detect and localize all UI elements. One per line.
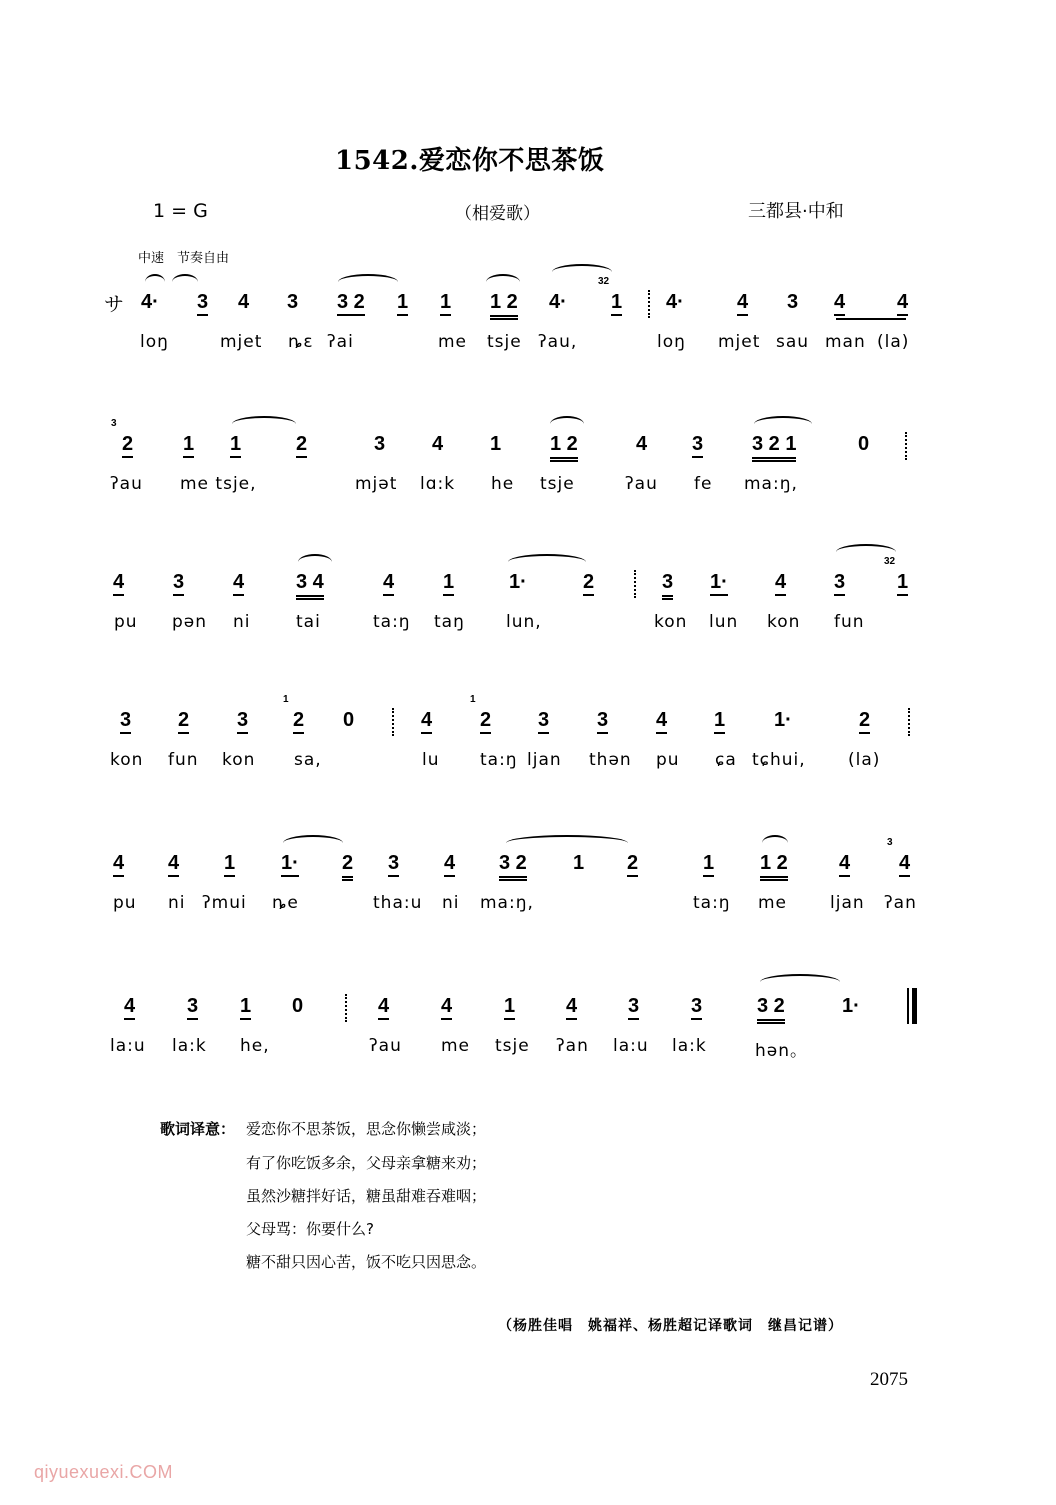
note: 1 2 (490, 290, 518, 320)
slur (283, 835, 343, 851)
note: 0 (292, 995, 304, 1017)
slur (172, 274, 198, 290)
lyric: mjet (220, 332, 263, 352)
slur (298, 554, 332, 570)
note: 3 (237, 708, 248, 734)
lyric: tsje (495, 1036, 530, 1056)
note: 3 (287, 291, 299, 313)
lyric: ʔau, (538, 332, 578, 352)
lyric: (la) (877, 332, 910, 352)
grace-note: 32 (598, 276, 610, 287)
lyric: ta:ŋ (373, 612, 411, 632)
note: 3 (374, 433, 386, 455)
lyric: lɑ:k (420, 474, 456, 494)
note: 4· (549, 291, 567, 313)
note: 3 (787, 291, 799, 313)
lyric: (la) (848, 750, 881, 770)
score-row-3 (0, 556, 1056, 690)
score-row-4 (0, 694, 1056, 828)
page-number: 2075 (870, 1369, 908, 1390)
score-row-5 (0, 837, 1056, 971)
lyric: ȵe (272, 893, 299, 913)
note: 4 (421, 708, 432, 734)
free-meter-mark: サ (104, 292, 124, 316)
song-origin: 三都县·中和 (748, 201, 844, 222)
lyric: pu (114, 612, 138, 632)
lyric: lu (422, 750, 440, 770)
lyric: la:k (672, 1036, 707, 1056)
lyric: pən (172, 612, 208, 632)
slur (550, 416, 584, 432)
note: 3 (692, 432, 703, 458)
note: 1 (504, 994, 515, 1020)
note: 0 (858, 433, 870, 455)
note: 1· (842, 995, 860, 1017)
note: 1 (240, 994, 251, 1020)
note: 2 (296, 432, 307, 458)
note: 1 (224, 851, 235, 877)
lyric: pu (113, 893, 137, 913)
lyric: kon (654, 612, 688, 632)
bar-line (634, 570, 636, 598)
note: 1 (183, 432, 194, 458)
note: 3 (834, 570, 845, 596)
slur (508, 554, 586, 570)
note: 1 2 (760, 851, 788, 881)
note: 4 (238, 291, 250, 313)
translation-line: 爱恋你不思茶饭，思念你懒尝咸淡； (246, 1120, 487, 1138)
lyric: ni (233, 612, 251, 632)
note: 4· (141, 291, 159, 313)
note: 4 (233, 570, 244, 596)
note: 2 (480, 708, 491, 734)
note: 1· (281, 851, 299, 877)
grace-note: 1 (470, 694, 476, 705)
note: 1 (897, 570, 908, 596)
note: 3 (187, 994, 198, 1020)
lyric: ʔan (884, 893, 917, 913)
score-row-1 (0, 276, 1056, 410)
note: 4 (432, 433, 444, 455)
note: 4 (168, 851, 179, 877)
note: 3 (538, 708, 549, 734)
song-subtitle: （相爱歌） (455, 204, 540, 224)
lyric: lun (709, 612, 739, 632)
lyric: tɕhui, (752, 750, 806, 770)
note: 4 (383, 570, 394, 596)
score-row-2 (0, 418, 1056, 552)
lyric: la:u (613, 1036, 649, 1056)
note: 2 (178, 708, 189, 734)
note: 1 (397, 290, 408, 316)
translation-line: 虽然沙糖拌好话，糖虽甜难吞难咽； (246, 1187, 487, 1205)
note: 4 (113, 570, 124, 596)
note: 4 (834, 290, 845, 316)
note: 1 (703, 851, 714, 877)
lyric: ljan (527, 750, 562, 770)
credits: （杨胜佳唱 姚福祥、杨胜超记译歌词 继昌记谱） (498, 1318, 843, 1334)
note: 3 2 (499, 851, 527, 881)
lyric: ȵɛ (288, 332, 314, 352)
lyric: kon (110, 750, 144, 770)
note: 1 (490, 433, 502, 455)
translation-label: 歌词译意： (160, 1120, 236, 1138)
note: 1 (714, 708, 725, 734)
lyric: la:u (110, 1036, 146, 1056)
note: 4· (666, 291, 684, 313)
lyric: tsje (487, 332, 522, 352)
lyric: man (825, 332, 866, 352)
note: 1 (230, 432, 241, 458)
bar-line (392, 708, 394, 736)
lyric: ʔau (369, 1036, 402, 1056)
lyric: ni (168, 893, 186, 913)
note: 2 (583, 570, 594, 596)
translation-line: 有了你吃饭多余，父母亲拿糖来劝； (246, 1154, 487, 1172)
lyric: loŋ (140, 332, 169, 352)
lyric: sa, (294, 750, 322, 770)
slur (760, 974, 840, 990)
slur (506, 835, 628, 851)
note: 3 4 (296, 570, 324, 600)
lyric: fe (694, 474, 713, 494)
lyric: kon (767, 612, 801, 632)
lyric: taŋ (434, 612, 465, 632)
lyric: thən (589, 750, 632, 770)
note: 4 (566, 994, 577, 1020)
lyric: me (438, 332, 468, 352)
grace-note: 32 (884, 556, 896, 567)
lyric: tai (296, 612, 321, 632)
note: 3 2 1 (752, 432, 796, 462)
lyric: me (441, 1036, 471, 1056)
lyric: kon (222, 750, 256, 770)
note: 4 (124, 994, 135, 1020)
note: 2 (342, 851, 353, 881)
lyric: tha:u (373, 893, 423, 913)
lyric: ta:ŋ (480, 750, 518, 770)
note: 0 (343, 709, 355, 731)
score-row-6 (0, 994, 1056, 1114)
watermark: qiyuexuexi.COM (34, 1462, 174, 1482)
note: 4 (441, 994, 452, 1020)
slur (232, 416, 296, 432)
slur (754, 416, 812, 432)
note: 3 (597, 708, 608, 734)
note: 3 (120, 708, 131, 734)
bar-line (908, 708, 910, 736)
note: 3 2 (337, 290, 365, 316)
note: 2 (859, 708, 870, 734)
note: 4 (636, 433, 648, 455)
lyric: ta:ŋ (693, 893, 731, 913)
lyric: he (491, 474, 515, 494)
lyric: pu (656, 750, 680, 770)
lyric: ʔai (327, 332, 354, 352)
lyric: fun (168, 750, 199, 770)
note: 1· (774, 709, 792, 731)
lyric: ma:ŋ, (480, 893, 534, 913)
note: 1 (611, 290, 622, 316)
grace-note: 3 (887, 837, 893, 848)
lyric: ɕa (715, 750, 737, 770)
lyric: lun, (506, 612, 542, 632)
note: 4 (897, 290, 908, 316)
note: 4 (113, 851, 124, 877)
slur (762, 835, 788, 851)
note: 3 (662, 570, 673, 600)
lyric: ʔau (625, 474, 658, 494)
translation-line: 糖不甜只因心苦，饭不吃只因思念。 (246, 1253, 487, 1271)
lyric: ljan (830, 893, 865, 913)
note: 4 (378, 994, 389, 1020)
key-signature: 1 = G (153, 200, 208, 222)
lyric: sau (776, 332, 810, 352)
lyric: ʔau (110, 474, 143, 494)
translation-line: 父母骂：你要什么? (246, 1220, 374, 1238)
note: 1 2 (550, 432, 578, 462)
lyric: fun (834, 612, 865, 632)
lyric: me (758, 893, 788, 913)
grace-note: 3 (111, 418, 117, 429)
note: 2 (627, 851, 638, 877)
bar-line (905, 432, 907, 460)
note: 3 (388, 851, 399, 877)
note: 4 (737, 290, 748, 316)
note: 4 (775, 570, 786, 596)
lyric: tsje (540, 474, 575, 494)
note: 4 (839, 851, 850, 877)
lyric: me tsje, (180, 474, 257, 494)
slur (486, 274, 520, 290)
final-bar-line (907, 988, 917, 1024)
lyric: mjət (355, 474, 398, 494)
bar-line (648, 290, 650, 318)
note: 4 (444, 851, 455, 877)
lyric: ʔmui (202, 893, 247, 913)
note: 1 (443, 570, 454, 596)
note: 3 (628, 994, 639, 1020)
lyric: la:k (172, 1036, 207, 1056)
note: 2 (293, 708, 304, 734)
lyric: ʔan (556, 1036, 589, 1056)
tempo-marking: 中速 节奏自由 (138, 251, 230, 266)
lyric: mjet (718, 332, 761, 352)
note: 4 (656, 708, 667, 734)
note: 1· (710, 570, 728, 596)
note: 3 (197, 290, 208, 316)
note: 2 (122, 432, 133, 458)
note: 3 2 (757, 994, 785, 1024)
lyric: he, (240, 1036, 270, 1056)
lyric: hən。 (755, 1041, 809, 1061)
note: 4 (899, 851, 910, 877)
note: 3 (173, 570, 184, 596)
note: 1 (573, 852, 585, 874)
note: 1· (509, 571, 527, 593)
lyric: ni (442, 893, 460, 913)
slur (145, 274, 165, 290)
slur (338, 274, 398, 290)
lyric: ma:ŋ, (744, 474, 798, 494)
tie-line (836, 318, 906, 320)
note: 1 (440, 290, 451, 316)
song-title: 1542.爱恋你不思茶饭 (335, 146, 605, 176)
lyric: loŋ (657, 332, 686, 352)
grace-note: 1 (283, 694, 289, 705)
bar-line (345, 994, 347, 1022)
note: 3 (691, 994, 702, 1020)
